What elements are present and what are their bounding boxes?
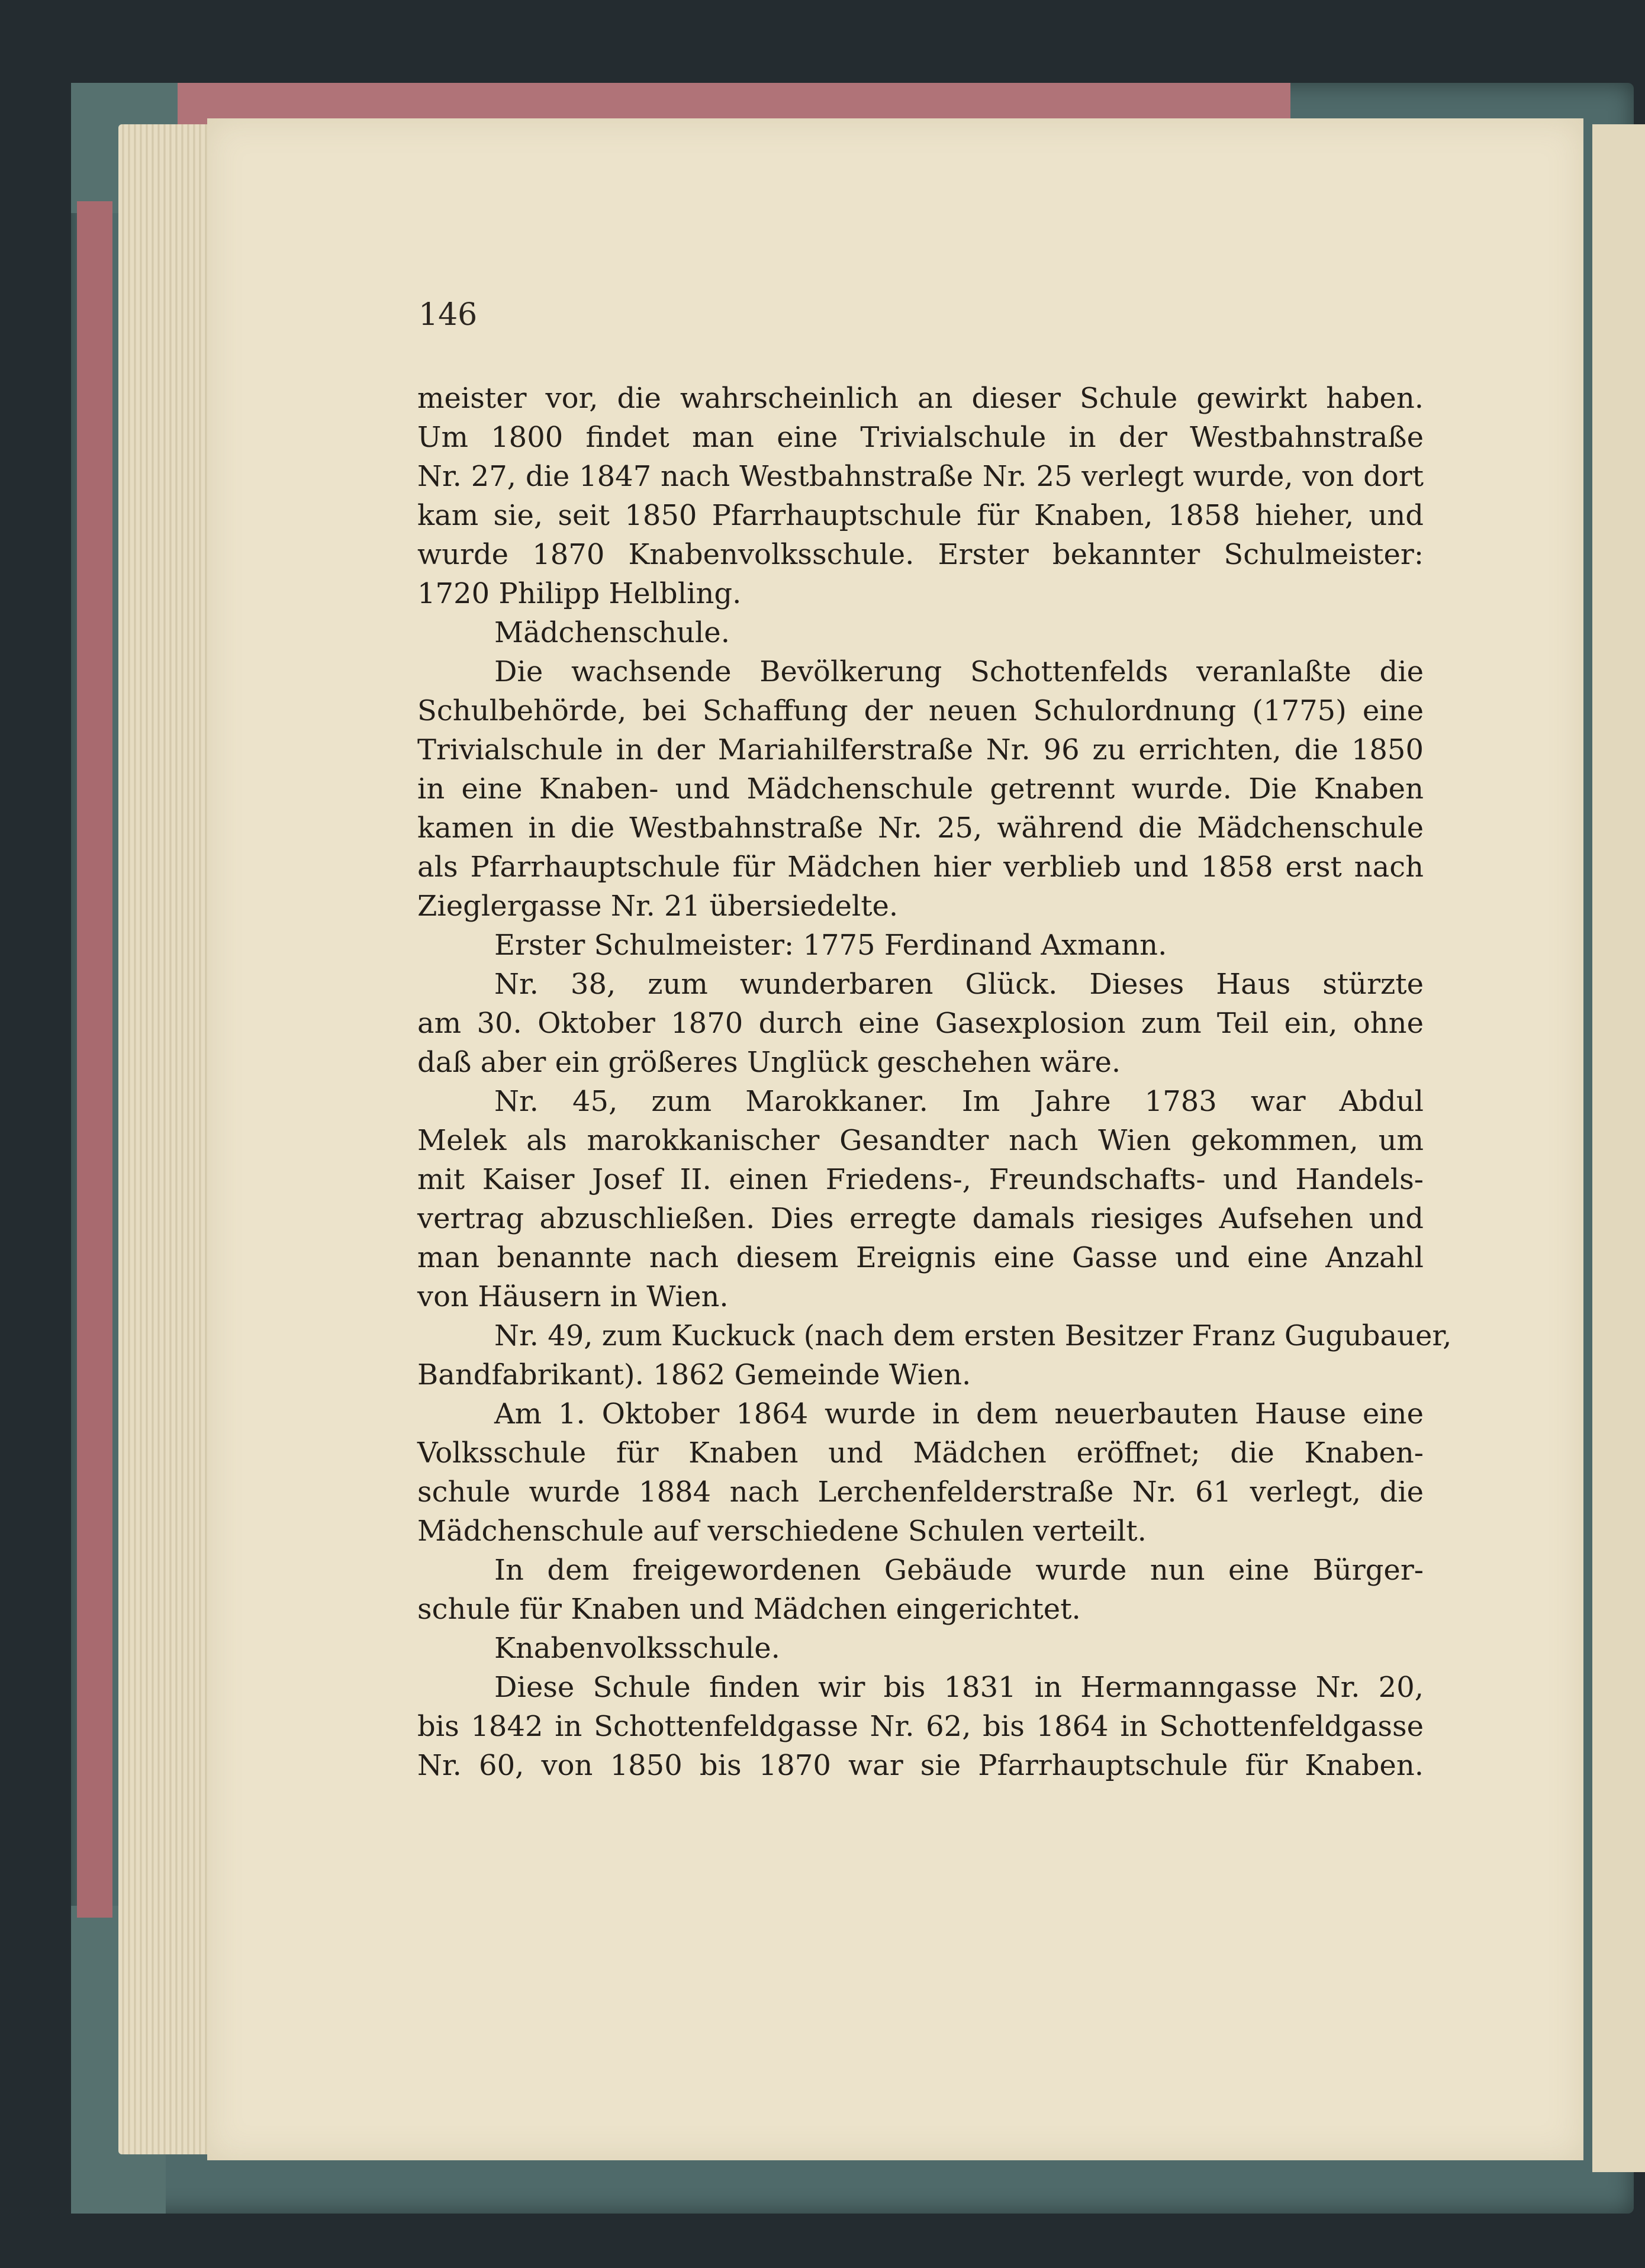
- text-line: schule für Knaben und Mädchen eingerichtet.: [417, 1593, 1081, 1626]
- text-line: Nr. 27, die 1847 nach Westbahnstraße Nr. 25 verlegt wurde, von dort: [417, 460, 1424, 493]
- page-edges: [118, 124, 219, 2154]
- text-line: mit Kaiser Josef II. einen Friedens-, Freundschafts- und Handels-: [417, 1163, 1424, 1196]
- text-line: kamen in die Westbahnstraße Nr. 25, während die Mädchenschule: [417, 811, 1424, 845]
- text-line: Schulbehörde, bei Schaffung der neuen Schulordnung (1775) eine: [417, 694, 1424, 727]
- text-line: daß aber ein größeres Unglück geschehen wäre.: [417, 1046, 1121, 1079]
- text-line: bis 1842 in Schottenfeldgasse Nr. 62, bis 1864 in Schottenfeldgasse: [417, 1710, 1424, 1743]
- text-line: Mädchenschule.: [494, 616, 730, 649]
- text-line: am 30. Oktober 1870 durch eine Gasexplosion zum Teil ein, ohne: [417, 1007, 1424, 1040]
- text-line: Volksschule für Knaben und Mädchen eröffnet; die Knaben-: [417, 1436, 1424, 1470]
- text-line: Nr. 38, zum wunderbaren Glück. Dieses Haus stürzte: [494, 968, 1424, 1001]
- text-line: Melek als marokkanischer Gesandter nach Wien gekommen, um: [417, 1124, 1424, 1157]
- text-line: vertrag abzuschließen. Dies erregte damals riesiges Aufsehen und: [417, 1202, 1424, 1235]
- endpaper-left: [77, 201, 112, 1918]
- text-line: Bandfabrikant). 1862 Gemeinde Wien.: [417, 1358, 971, 1391]
- text-line: Erster Schulmeister: 1775 Ferdinand Axmann.: [494, 929, 1167, 962]
- text-line: Nr. 45, zum Marokkaner. Im Jahre 1783 war Abdul: [494, 1085, 1424, 1118]
- facing-page-edge: [1592, 124, 1645, 2172]
- text-line: kam sie, seit 1850 Pfarrhauptschule für Knaben, 1858 hieher, und: [417, 499, 1424, 532]
- text-line: Knabenvolksschule.: [494, 1632, 780, 1665]
- page-number: 146: [419, 297, 478, 333]
- page-body-text: [417, 379, 1452, 1785]
- text-line: Um 1800 findet man eine Trivialschule in der Westbahnstraße: [417, 421, 1424, 454]
- text-line: Nr. 60, von 1850 bis 1870 war sie Pfarrhauptschule für Knaben.: [417, 1749, 1424, 1782]
- text-line: Diese Schule finden wir bis 1831 in Hermanngasse Nr. 20,: [494, 1671, 1424, 1704]
- text-line: Die wachsende Bevölkerung Schottenfelds veranlaßte die: [494, 655, 1424, 688]
- text-line: In dem freigewordenen Gebäude wurde nun eine Bürger-: [494, 1554, 1424, 1587]
- text-line: von Häusern in Wien.: [417, 1280, 729, 1313]
- book-page: [207, 118, 1583, 2160]
- text-line: Zieglergasse Nr. 21 übersiedelte.: [417, 890, 899, 923]
- text-line: wurde 1870 Knabenvolksschule. Erster bekannter Schulmeister:: [417, 538, 1424, 571]
- text-line: 1720 Philipp Helbling.: [417, 577, 742, 610]
- text-line: meister vor, die wahrscheinlich an dieser Schule gewirkt haben.: [417, 382, 1424, 415]
- text-line: schule wurde 1884 nach Lerchenfelderstraße Nr. 61 verlegt, die: [417, 1476, 1424, 1509]
- text-line: in eine Knaben- und Mädchenschule getrennt wurde. Die Knaben: [417, 772, 1424, 806]
- text-line: Nr. 49, zum Kuckuck (nach dem ersten Besitzer Franz Gugubauer,: [494, 1319, 1452, 1352]
- text-line: als Pfarrhauptschule für Mädchen hier verblieb und 1858 erst nach: [417, 851, 1424, 884]
- text-line: man benannte nach diesem Ereignis eine Gasse und eine Anzahl: [417, 1241, 1424, 1274]
- text-line: Trivialschule in der Mariahilferstraße Nr. 96 zu errichten, die 1850: [417, 733, 1424, 766]
- text-line: Mädchenschule auf verschiedene Schulen verteilt.: [417, 1515, 1147, 1548]
- text-line: Am 1. Oktober 1864 wurde in dem neuerbauten Hause eine: [494, 1397, 1424, 1431]
